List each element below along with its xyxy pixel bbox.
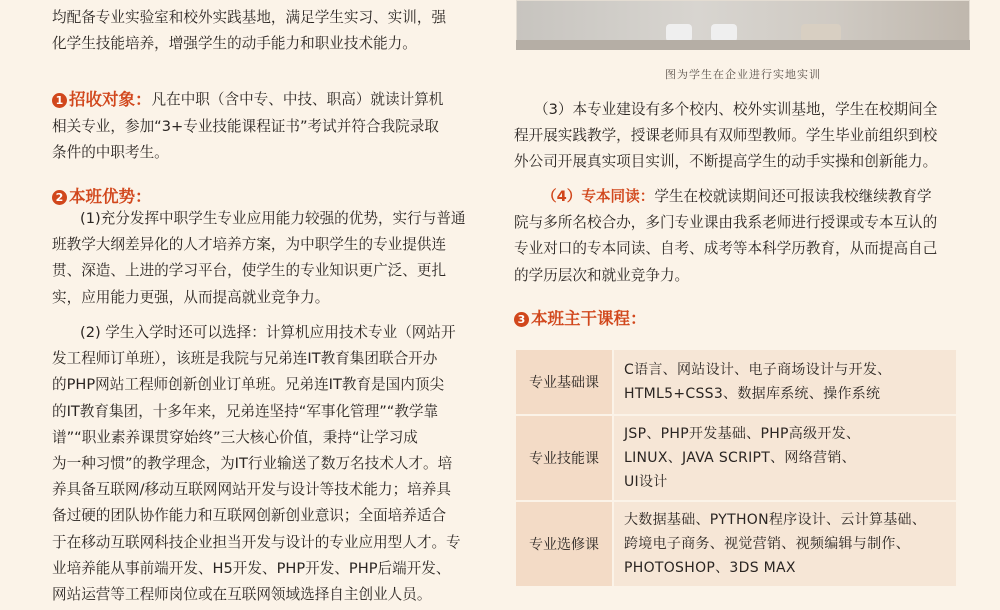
- photo-floor: [516, 40, 970, 50]
- course-line: JSP、PHP开发基础、PHP高级开发、: [624, 426, 861, 442]
- body-line: 外公司开展真实项目实训，不断提高学生的动手实操和创新能力。: [514, 153, 938, 171]
- body-line: 班教学大纲差异化的人才培养方案，为中职学生的专业提供连: [52, 236, 447, 254]
- course-line: C语言、网站设计、电子商场设计与开发、: [624, 362, 892, 378]
- section-title: 招收对象：: [69, 90, 152, 110]
- body-line: (2) 学生入学时还可以选择：计算机应用技术专业（网站开: [80, 324, 456, 341]
- body-line: 的PHP网站工程师创新创业订单班。兄弟连IT教育是国内顶尖: [52, 376, 445, 394]
- body-line: 谱”“职业素养课贯穿始终”三大核心价值，秉持“让学习成: [52, 428, 418, 446]
- para4-first-line: [514, 184, 959, 210]
- course-line: 跨境电子商务、视觉营销、视频编辑与制作、: [624, 536, 910, 552]
- body-line: 条件的中职考生。: [52, 143, 169, 161]
- curriculum-table: [514, 348, 958, 588]
- training-photo: [516, 0, 970, 50]
- body-line: (1)充分发挥中职学生专业应用能力较强的优势，实行与普通: [80, 210, 466, 227]
- courses-cell: [613, 501, 957, 587]
- section-title: 本班主干课程：: [531, 309, 647, 328]
- course-line: 大数据基础、PYTHON程序设计、云计算基础、: [624, 512, 927, 528]
- number-badge-icon: 2: [52, 190, 67, 205]
- intro-line: 均配备专业实验室和校外实践基地，满足学生实习、实训，强: [52, 9, 447, 26]
- body-line: 程开展实践教学，授课老师具有双师型教师。学生毕业前组织到校: [514, 127, 938, 145]
- category-cell: 专业基础课: [515, 349, 613, 415]
- body-line: 备过硬的团队协作能力和互联网创新创业意识；全面培养适合: [52, 507, 447, 525]
- number-badge-icon: 3: [514, 312, 529, 327]
- table-row: [515, 501, 957, 587]
- body-line: 院与多所名校合办，多门专业课由我系老师进行授课或专本互认的: [514, 214, 938, 232]
- course-line: HTML5+CSS3、数据库系统、操作系统: [624, 386, 881, 402]
- section-heading: [514, 306, 959, 332]
- courses-cell: [613, 349, 957, 415]
- body-line: 贯、深造、上进的学习平台，使学生的专业知识更广泛、更扎: [52, 262, 447, 280]
- section-enrollment: [52, 87, 467, 114]
- category-cell: 专业选修课: [515, 501, 613, 587]
- body-line: 专业对口的专本同读、自考、成考等本科学历教育，从而提高自己: [514, 240, 938, 258]
- body-line: （3）本专业建设有多个校内、校外实训基地，学生在校期间全: [534, 101, 938, 118]
- para4-title: （4）专本同读：: [542, 188, 655, 205]
- body-line: 养具备互联网/移动互联网网站开发与设计等技术能力；培养具: [52, 481, 451, 499]
- courses-cell: [613, 415, 957, 501]
- body-line: 相关专业，参加“3+专业技能课程证书”考试并符合我院录取: [52, 117, 439, 135]
- body-line: 的IT教育集团，十多年来，兄弟连坚持“军事化管理”“教学靠: [52, 402, 439, 420]
- table-row: [515, 349, 957, 415]
- section-heading: [52, 87, 152, 113]
- body-line: 凡在中职（含中专、中技、职高）就读计算机: [151, 91, 444, 108]
- photo-caption: 图为学生在企业进行实地实训: [665, 68, 821, 81]
- course-line: LINUX、JAVA SCRIPT、网络营销、: [624, 450, 856, 466]
- section-title: 本班优势：: [69, 187, 152, 206]
- course-line: PHOTOSHOP、3DS MAX: [624, 560, 796, 576]
- course-line: UI设计: [624, 474, 668, 490]
- body-line: 网站运营等工程师岗位或在互联网领域选择自主创业人员。: [52, 586, 432, 604]
- body-line: 业培养能从事前端开发、H5开发、PHP开发、PHP后端开发、: [52, 559, 451, 577]
- number-badge-icon: 1: [52, 93, 67, 108]
- body-line: 学生在校就读期间还可报读我校继续教育学: [654, 188, 932, 205]
- body-line: 发工程师订单班），该班是我院与兄弟连IT教育集团联合开办: [52, 350, 438, 368]
- intro-line: 化学生技能培养，增强学生的动手能力和职业技术能力。: [52, 35, 417, 53]
- body-line: 实，应用能力更强，从而提高就业竞争力。: [52, 288, 330, 306]
- body-line: 于在移动互联网科技企业担当开发与设计的专业应用型人才。专: [52, 533, 461, 551]
- category-cell: 专业技能课: [515, 415, 613, 501]
- table-row: [515, 415, 957, 501]
- body-line: 为一种习惯”的教学理念，为IT行业输送了数万名技术人才。培: [52, 455, 453, 473]
- body-line: 的学历层次和就业竞争力。: [514, 266, 690, 284]
